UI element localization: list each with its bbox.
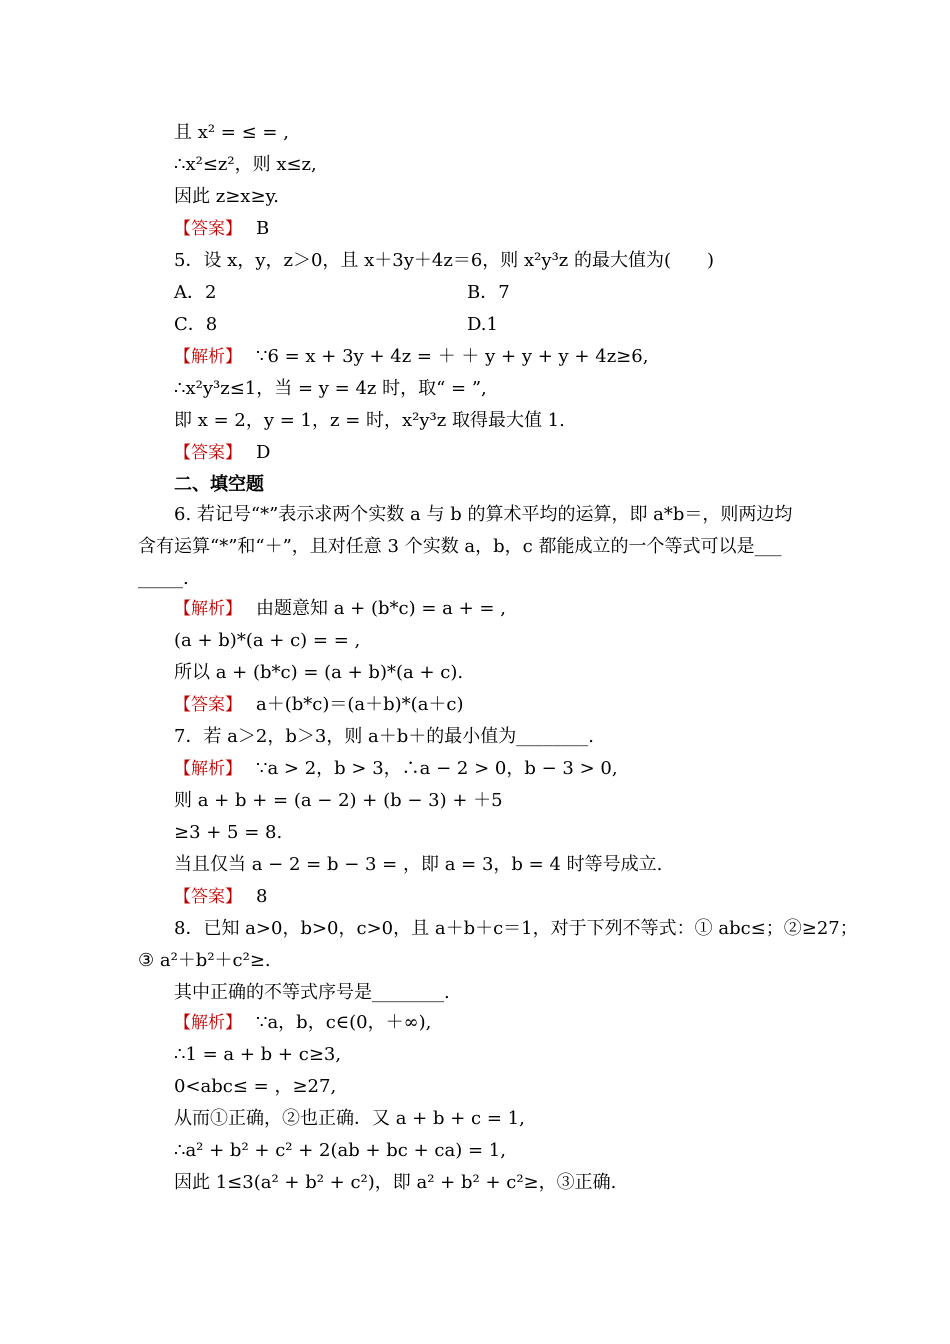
- solution-line: [174, 594, 506, 624]
- solution-tag: 【解析】: [174, 759, 242, 779]
- question-8: 其中正确的不等式序号是________.: [174, 982, 450, 1003]
- solution-text: ∵a > 2，b > 3，∴a − 2 > 0，b − 3 > 0,: [256, 758, 618, 779]
- solution-text: ∵a，b，c∈(0，＋∞),: [256, 1012, 432, 1033]
- solution-tag: 【解析】: [174, 1013, 242, 1033]
- solution-line: [174, 754, 618, 784]
- answer-line: [174, 882, 267, 912]
- answer-tag: 【答案】: [174, 695, 242, 715]
- answer-tag: 【答案】: [174, 887, 242, 907]
- solution-line: ∴a² + b² + c² + 2(ab + bc + ca) = 1,: [174, 1140, 506, 1161]
- section-heading: 二、填空题: [174, 474, 264, 495]
- option-a: A．2: [174, 282, 217, 303]
- solution-text: 由题意知 a + (b*c) = a + = ,: [256, 598, 506, 619]
- answer-tag: 【答案】: [174, 443, 242, 463]
- solution-line: 所以 a + (b*c) = (a + b)*(a + c).: [174, 662, 464, 683]
- option-c: C．8: [174, 314, 218, 335]
- option-d: D.1: [467, 314, 498, 335]
- options-row: [174, 310, 774, 340]
- question-8: 8．已知 a>0，b>0，c>0，且 a＋b＋c＝1，对于下列不等式：① abc≤；②≥27；: [174, 918, 858, 939]
- solution-line: 则 a + b + = (a − 2) + (b − 3) + ＋5: [174, 790, 503, 811]
- solution-line: 从而①正确，②也正确．又 a + b + c = 1,: [174, 1108, 525, 1129]
- answer-value: B: [256, 218, 270, 239]
- question-5: 5．设 x，y，z＞0，且 x＋3y＋4z＝6，则 x²y³z 的最大值为( ): [174, 250, 715, 271]
- answer-value: a＋(b*c)＝(a＋b)*(a＋c): [256, 694, 464, 715]
- solution-line: 因此 1≤3(a² + b² + c²)，即 a² + b² + c²≥，③正确.: [174, 1172, 617, 1193]
- question-6: _____.: [138, 568, 189, 589]
- solution-line: (a + b)*(a + c) = = ,: [174, 630, 361, 651]
- solution-tag: 【解析】: [174, 599, 242, 619]
- option-b: B．7: [467, 282, 510, 303]
- question-8: ③ a²＋b²＋c²≥.: [138, 950, 271, 971]
- answer-line: [174, 690, 464, 720]
- answer-line: [174, 438, 270, 468]
- question-6: 6. 若记号“*”表示求两个实数 a 与 b 的算术平均的运算，即 a*b＝，则两边均: [174, 504, 793, 525]
- solution-line: 当且仅当 a − 2 = b − 3 = ，即 a = 3，b = 4 时等号成立.: [174, 854, 663, 875]
- solution-text: ∵6 = x + 3y + 4z = ＋ ＋ y + y + y + 4z≥6,: [256, 346, 649, 367]
- solution-line: 因此 z≥x≥y.: [174, 186, 280, 207]
- solution-line: ∴x²≤z²，则 x≤z,: [174, 154, 317, 175]
- solution-tag: 【解析】: [174, 347, 242, 367]
- answer-tag: 【答案】: [174, 219, 242, 239]
- solution-line: [174, 342, 648, 372]
- question-6: 含有运算“*”和“＋”，且对任意 3 个实数 a，b，c 都能成立的一个等式可以是___: [138, 536, 782, 557]
- question-7: 7．若 a＞2，b＞3，则 a＋b＋的最小值为________.: [174, 726, 595, 747]
- solution-line: [174, 1008, 431, 1038]
- solution-line: ∴x²y³z≤1，当 = y = 4z 时，取“ = ”,: [174, 378, 487, 399]
- solution-line: 0<abc≤ = ，≥27,: [174, 1076, 337, 1097]
- solution-line: 且 x² = ≤ = ,: [174, 122, 289, 143]
- answer-value: 8: [256, 886, 268, 907]
- solution-line: ≥3 + 5 = 8.: [174, 822, 283, 843]
- options-row: [174, 278, 774, 308]
- solution-line: ∴1 = a + b + c≥3,: [174, 1044, 342, 1065]
- answer-line: [174, 214, 269, 244]
- solution-line: 即 x = 2，y = 1，z = 时，x²y³z 取得最大值 1.: [174, 410, 565, 431]
- answer-value: D: [256, 442, 271, 463]
